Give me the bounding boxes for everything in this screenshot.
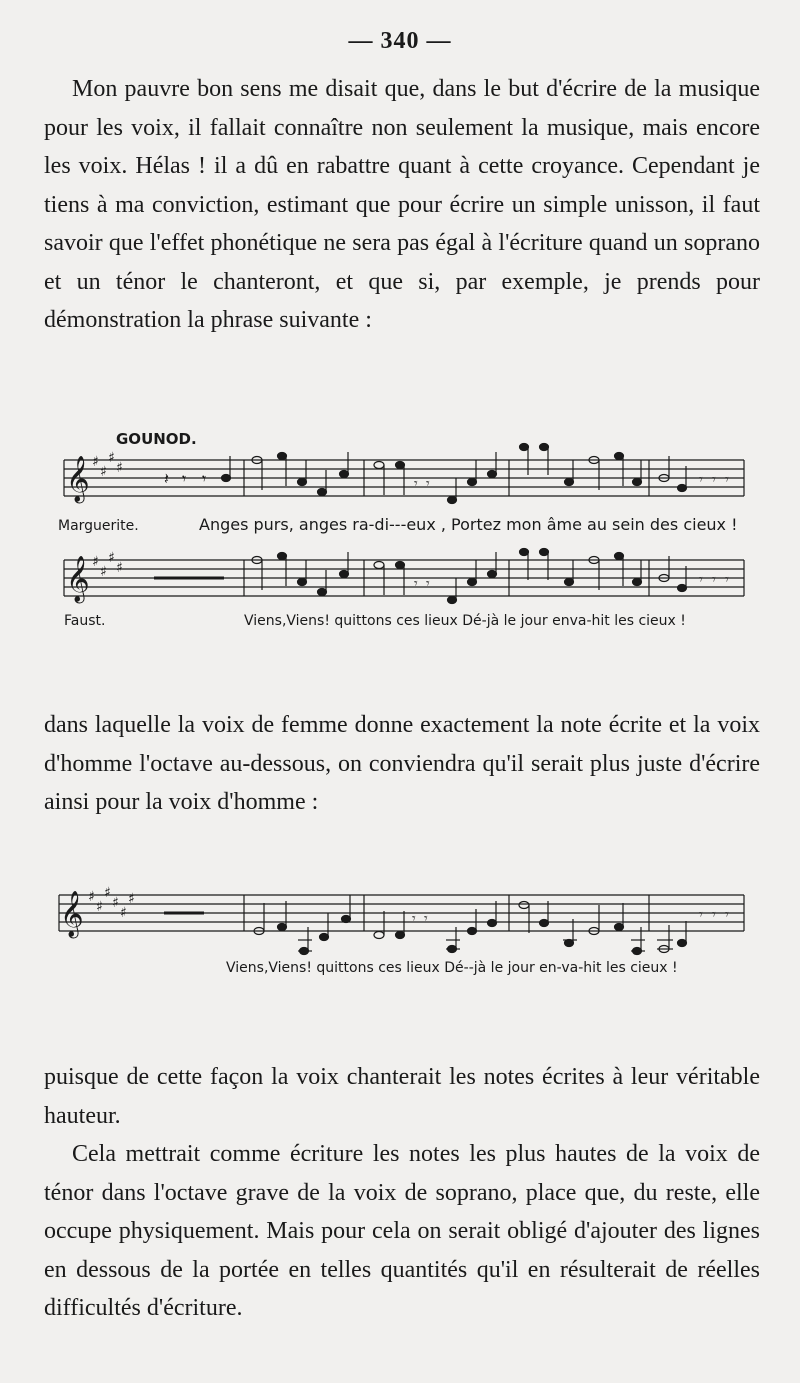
svg-text:♯: ♯	[92, 554, 99, 570]
lyrics-faust: Viens,Viens! quittons ces lieux Dé-jà le jour enva-hit les cieux !	[244, 613, 686, 629]
paragraph-explanation: dans laquelle la voix de femme donne exactement la note écrite et la voix d'homme l'octave au-dessous, on conviendra qu'il serait plus juste d'écrire ainsi pour la voix d'homme :	[44, 712, 760, 815]
lyrics-male-voice: Viens,Viens! quittons ces lieux Dé--jà le jour en-va-hit les cieux !	[226, 960, 678, 976]
svg-text:𝄾: 𝄾	[414, 577, 418, 592]
role-label-marguerite: Marguerite.	[58, 518, 139, 534]
treble-clef-icon: 𝄞	[66, 556, 90, 602]
svg-text:𝄾: 𝄾	[712, 573, 716, 588]
treble-clef-icon: 𝄞	[66, 456, 90, 502]
svg-text:♯: ♯	[112, 895, 119, 911]
svg-text:𝄾: 𝄾	[424, 912, 428, 927]
svg-text:𝄾: 𝄾	[725, 908, 729, 923]
composer-label: GOUNOD.	[116, 430, 197, 448]
svg-text:♯: ♯	[104, 885, 111, 901]
music-example-male-voice	[54, 875, 754, 990]
lyrics-marguerite: Anges purs, anges ra-di---eux , Portez mon âme au sein des cieux !	[199, 515, 738, 534]
svg-text:♯: ♯	[128, 891, 135, 907]
page-number: — 340 —	[348, 28, 452, 54]
paragraph-conclusion: Cela mettrait comme écriture les notes les plus hautes de la voix de ténor dans l'octave grave de la voix de soprano, place que, du reste, elle occupe physiquement. Mais pour cela on serait obligé d'ajouter des lignes en dessous de la portée en telles quantités qu'il en résulterait de réelles difficultés d'écriture.	[44, 1141, 760, 1321]
svg-text:♯: ♯	[100, 464, 107, 480]
svg-text:♯: ♯	[100, 564, 107, 580]
svg-text:𝄾: 𝄾	[426, 577, 430, 592]
svg-text:𝄾: 𝄾	[426, 477, 430, 492]
svg-text:𝄾: 𝄾	[414, 477, 418, 492]
svg-text:𝄽: 𝄽	[164, 471, 169, 488]
svg-text:𝄾: 𝄾	[699, 573, 703, 588]
svg-text:𝄾: 𝄾	[412, 912, 416, 927]
svg-text:♯: ♯	[88, 889, 95, 905]
svg-text:♯: ♯	[108, 450, 115, 466]
svg-text:♯: ♯	[120, 905, 127, 921]
treble-clef-icon: 𝄞	[60, 891, 84, 937]
music-example-gounod	[54, 420, 754, 650]
svg-text:𝄾: 𝄾	[712, 908, 716, 923]
svg-text:𝄾: 𝄾	[725, 573, 729, 588]
svg-text:♯: ♯	[116, 560, 123, 576]
svg-text:𝄾: 𝄾	[725, 473, 729, 488]
svg-text:𝄾: 𝄾	[699, 908, 703, 923]
svg-text:♯: ♯	[116, 460, 123, 476]
paragraph-intro: Mon pauvre bon sens me disait que, dans le but d'écrire de la musique pour les voix, il fallait connaître non seulement la musique, mais encore les voix. Hélas ! il a dû en rabattre quant à cette croyance. Cependant je tiens à ma conviction, estimant que pour écrire un simple unisson, il faut savoir que l'effet phonétique ne sera pas égal à l'écriture quand un soprano et un ténor le chanteront, et que si, par exemple, je prends pour démonstration la phrase suivante :	[44, 76, 760, 333]
svg-text:♯: ♯	[96, 899, 103, 915]
svg-text:♯: ♯	[92, 454, 99, 470]
svg-text:♯: ♯	[108, 550, 115, 566]
svg-text:𝄾: 𝄾	[712, 473, 716, 488]
svg-text:𝄾: 𝄾	[182, 471, 187, 488]
svg-text:𝄾: 𝄾	[202, 471, 207, 488]
svg-text:𝄾: 𝄾	[699, 473, 703, 488]
paragraph-reason: puisque de cette façon la voix chanterait les notes écrites à leur véritable hauteur.	[44, 1064, 760, 1129]
role-label-faust: Faust.	[64, 613, 106, 629]
